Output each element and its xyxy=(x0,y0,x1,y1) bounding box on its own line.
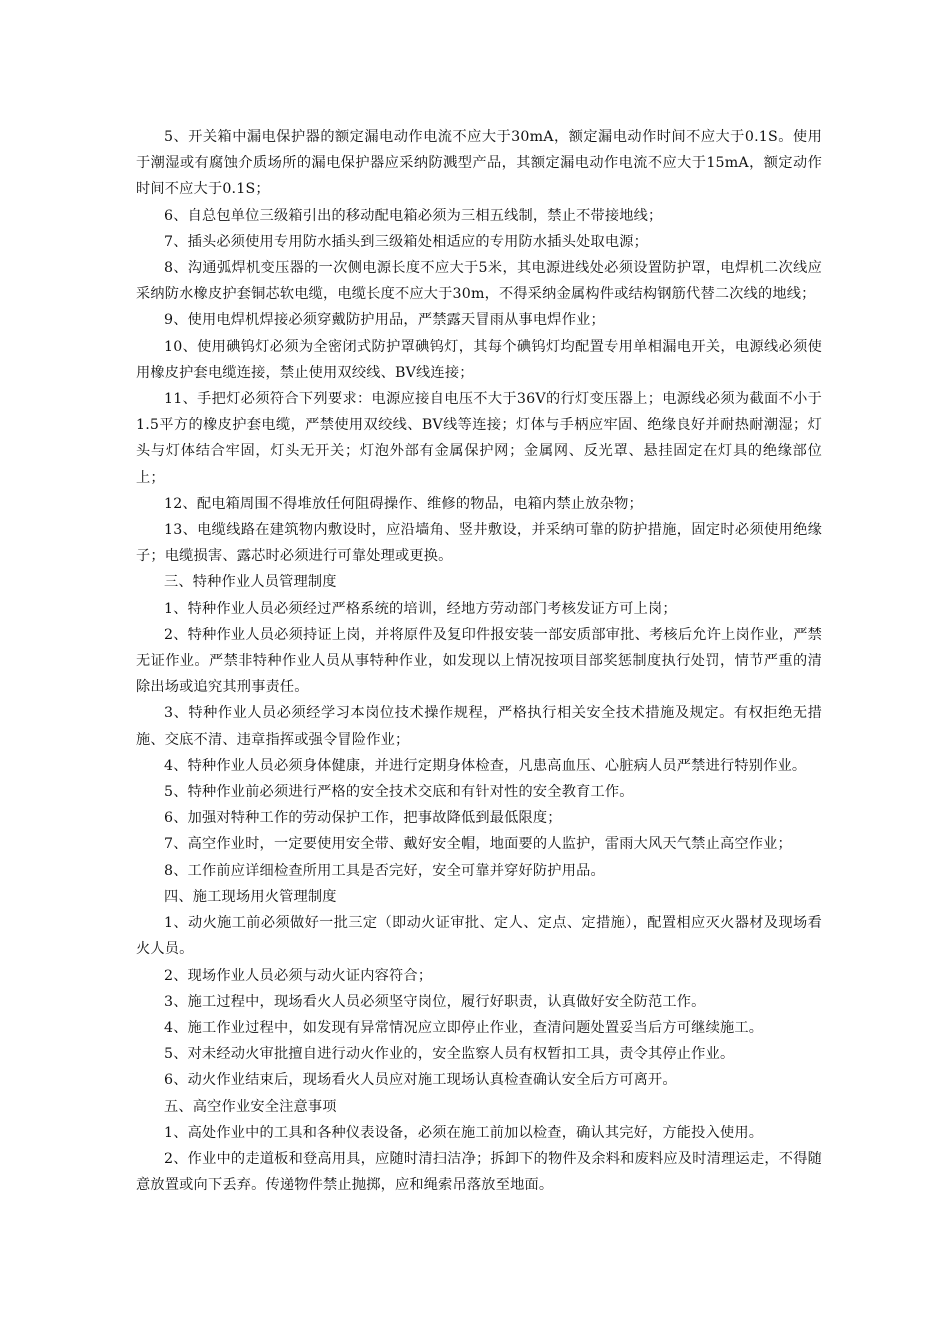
paragraph-item-11-hand-lamp: 11、手把灯必须符合下列要求：电源应接自电压不大于36V的行灯变压器上；电源线必须为截面不小于1.5平方的橡皮护套电缆，严禁使用双绞线、BV线等连接；灯体与手柄应牢固、绝缘良好并耐热耐潮湿；灯头与灯体结合牢固，灯头无开关；灯泡外部有金属保护网；金属网、反光罩、悬挂固定在灯具的绝缘部位上； xyxy=(136,391,822,486)
paragraph-fire-3: 3、施工过程中，现场看火人员必须坚守岗位，履行好职责，认真做好安全防范工作。 xyxy=(164,993,706,1010)
paragraph-item-6-mobile-box: 6、自总包单位三级箱引出的移动配电箱必须为三相五线制，禁止不带接地线； xyxy=(164,207,663,224)
paragraph-fire-4: 4、施工作业过程中，如发现有异常情况应立即停止作业，查清问题处置妥当后方可继续施工。 xyxy=(164,1019,764,1036)
paragraph-special-1: 1、特种作业人员必须经过严格系统的培训，经地方劳动部门考核发证方可上岗； xyxy=(164,600,677,617)
paragraph-fire-1: 1、动火施工前必须做好一批三定（即动火证审批、定人、定点、定措施），配置相应灭火器材及现场看火人员。 xyxy=(136,915,822,958)
paragraph-special-7: 7、高空作业时，一定要使用安全带、戴好安全帽，地面要的人监护，雷雨大风天气禁止高空作业； xyxy=(164,836,792,853)
section-heading-special-operations: 三、特种作业人员管理制度 xyxy=(164,574,337,591)
paragraph-special-2: 2、特种作业人员必须持证上岗，并将原件及复印件报安装一部安质部审批、考核后允许上岗作业，严禁无证作业。严禁非特种作业人员从事特种作业，如发现以上情况按项目部奖惩制度执行处罚，情节严重的清除出场或追究其刑事责任。 xyxy=(136,626,822,696)
paragraph-special-5: 5、特种作业前必须进行严格的安全技术交底和有针对性的安全教育工作。 xyxy=(164,784,634,801)
paragraph-item-8-welder-transformer: 8、沟通弧焊机变压器的一次侧电源长度不应大于5米，其电源进线处必须设置防护罩，电焊机二次线应采纳防水橡皮护套铜芯软电缆，电缆长度不应大于30m，不得采纳金属构件或结构钢筋代替二次线的地线； xyxy=(136,260,822,303)
paragraph-special-8: 8、工作前应详细检查所用工具是否完好，安全可靠并穿好防护用品。 xyxy=(164,862,605,879)
paragraph-item-5-leakage-protector: 5、开关箱中漏电保护器的额定漏电动作电流不应大于30mA，额定漏电动作时间不应大于0.1S。使用于潮湿或有腐蚀介质场所的漏电保护器应采纳防溅型产品，其额定漏电动作电流不应大于15mA，额定动作时间不应大于0.1S； xyxy=(136,129,822,198)
paragraph-item-12-distribution-box: 12、配电箱周围不得堆放任何阻碍操作、维修的物品，电箱内禁止放杂物； xyxy=(164,495,643,512)
paragraph-item-9-welding-gear: 9、使用电焊机焊接必须穿戴防护用品，严禁露天冒雨从事电焊作业； xyxy=(164,312,605,329)
paragraph-altitude-2: 2、作业中的走道板和登高用具，应随时清扫洁净；拆卸下的物件及余料和废料应及时清理运走，不得随意放置或向下丢弃。传递物件禁止抛掷，应和绳索吊落放至地面。 xyxy=(136,1150,822,1194)
document-page xyxy=(136,124,822,1198)
paragraph-special-3: 3、特种作业人员必须经学习本岗位技术操作规程，严格执行相关安全技术措施及规定。有权拒绝无措施、交底不清、违章指挥或强令冒险作业； xyxy=(136,705,822,748)
paragraph-special-6: 6、加强对特种工作的劳动保护工作，把事故降低到最低限度； xyxy=(164,810,562,827)
paragraph-special-4: 4、特种作业人员必须身体健康，并进行定期身体检查，凡患高血压、心脏病人员严禁进行特别作业。 xyxy=(164,757,807,774)
paragraph-fire-6: 6、动火作业结束后，现场看火人员应对施工现场认真检查确认安全后方可离开。 xyxy=(164,1072,677,1089)
paragraph-fire-2: 2、现场作业人员必须与动火证内容符合； xyxy=(164,967,433,984)
paragraph-fire-5: 5、对未经动火审批擅自进行动火作业的，安全监察人员有权暂扣工具，责令其停止作业。 xyxy=(164,1046,735,1063)
paragraph-item-7-plug: 7、插头必须使用专用防水插头到三级箱处相适应的专用防水插头处取电源； xyxy=(164,233,649,250)
section-heading-high-altitude: 五、高空作业安全注意事项 xyxy=(164,1098,337,1115)
paragraph-item-10-iodine-lamp: 10、使用碘钨灯必须为全密闭式防护罩碘钨灯，其每个碘钨灯均配置专用单相漏电开关，电源线必须使用橡皮护套电缆连接，禁止使用双绞线、BV线连接； xyxy=(136,338,822,381)
section-heading-fire-management: 四、施工现场用火管理制度 xyxy=(164,888,337,905)
paragraph-item-13-cable-routing: 13、电缆线路在建筑物内敷设时，应沿墙角、竖井敷设，并采纳可靠的防护措施，固定时必须使用绝缘子；电缆损害、露芯时必须进行可靠处理或更换。 xyxy=(136,522,822,565)
paragraph-altitude-1: 1、高处作业中的工具和各种仪表设备，必须在施工前加以检查，确认其完好，方能投入使用。 xyxy=(164,1124,764,1141)
